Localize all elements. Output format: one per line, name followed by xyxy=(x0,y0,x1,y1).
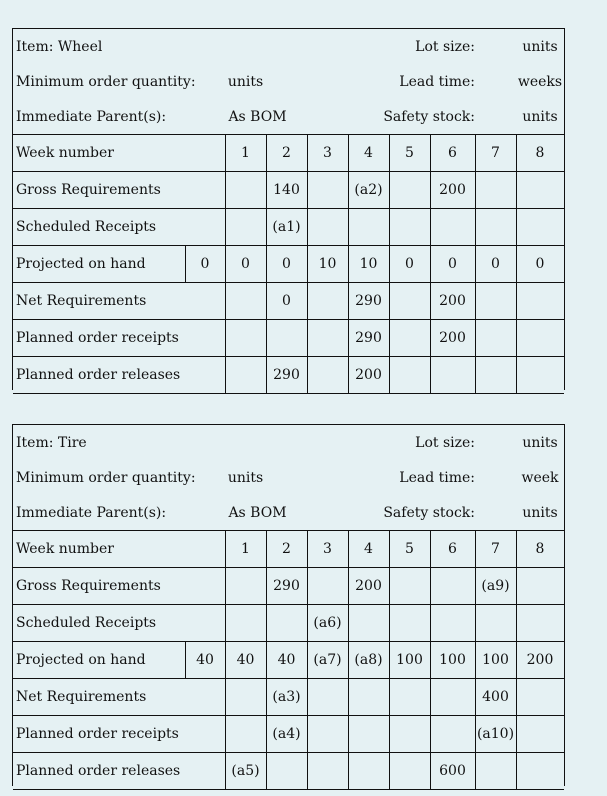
planned-order-releases-week-1: (a5) xyxy=(231,763,260,779)
week-number-week-4: 4 xyxy=(364,145,373,161)
item-label: Item: Wheel xyxy=(16,38,103,55)
min-order-qty-unit: units xyxy=(227,469,264,486)
planned-order-releases-week-7 xyxy=(475,753,516,789)
item-label: Item: Tire xyxy=(16,434,87,451)
immediate-parent-value: As BOM xyxy=(228,504,287,521)
projected-on-hand-week-7: 100 xyxy=(482,652,509,668)
week-number-week-2: 2 xyxy=(282,541,291,557)
planned-order-releases-row xyxy=(13,753,564,790)
lot-size-unit: units xyxy=(522,434,558,451)
initial-on-hand: 40 xyxy=(196,652,214,668)
projected-on-hand-week-8: 0 xyxy=(535,256,545,272)
net-requirements-week-3 xyxy=(307,283,348,319)
planned-order-receipts-week-7 xyxy=(475,320,516,356)
net-requirements-week-3 xyxy=(307,679,348,715)
projected-on-hand-week-3: (a7) xyxy=(313,652,342,668)
gross-requirements-week-4: (a2) xyxy=(354,182,383,198)
header-row xyxy=(13,460,564,495)
mrp-table-tire xyxy=(12,424,565,786)
planned-order-releases-week-4: 200 xyxy=(355,367,382,383)
lot-size-unit: units xyxy=(522,38,558,55)
scheduled-receipts-week-6 xyxy=(430,605,475,641)
lead-time-unit: week xyxy=(521,469,559,486)
scheduled-receipts-week-1 xyxy=(225,209,266,245)
planned-order-releases-row xyxy=(13,357,564,394)
planned-order-receipts-week-5 xyxy=(389,320,430,356)
week-number-label: Week number xyxy=(16,541,114,557)
planned-order-receipts-week-1 xyxy=(225,716,266,752)
week-number-week-3: 3 xyxy=(323,541,332,557)
planned-order-receipts-row xyxy=(13,320,564,357)
scheduled-receipts-week-8 xyxy=(516,605,564,641)
min-order-qty-label: Minimum order quantity: xyxy=(16,469,196,486)
planned-order-releases-week-2 xyxy=(266,753,307,789)
min-order-qty-label: Minimum order quantity: xyxy=(16,73,196,90)
net-requirements-week-7: 400 xyxy=(482,689,509,705)
planned-order-releases-week-3 xyxy=(307,357,348,393)
gross-requirements-week-3 xyxy=(307,172,348,208)
gross-requirements-week-7: (a9) xyxy=(481,578,510,594)
lead-time-unit: weeks xyxy=(517,73,563,90)
lead-time-label: Lead time: xyxy=(399,469,475,486)
gross-requirements-week-4: 200 xyxy=(355,578,382,594)
immediate-parent-label: Immediate Parent(s): xyxy=(16,108,167,125)
gross-requirements-week-2: 140 xyxy=(273,182,300,198)
week-number-label: Week number xyxy=(16,145,114,161)
scheduled-receipts-week-5 xyxy=(389,605,430,641)
week-number-week-5: 5 xyxy=(405,145,414,161)
planned-order-receipts-label: Planned order receipts xyxy=(16,330,179,346)
week-number-row xyxy=(13,134,564,172)
gross-requirements-week-7 xyxy=(475,172,516,208)
lead-time-label: Lead time: xyxy=(399,73,475,90)
planned-order-receipts-week-8 xyxy=(516,716,564,752)
header-row xyxy=(13,29,564,64)
gross-requirements-row xyxy=(13,172,564,209)
projected-on-hand-row xyxy=(13,642,564,679)
projected-on-hand-week-2: 40 xyxy=(277,652,296,668)
projected-on-hand-row xyxy=(13,246,564,283)
week-number-week-7: 7 xyxy=(491,541,500,557)
planned-order-releases-week-7 xyxy=(475,357,516,393)
planned-order-releases-label: Planned order releases xyxy=(16,367,181,383)
gross-requirements-week-1 xyxy=(225,568,266,604)
week-number-week-5: 5 xyxy=(405,541,414,557)
scheduled-receipts-week-5 xyxy=(389,209,430,245)
projected-on-hand-week-3: 10 xyxy=(318,256,337,272)
planned-order-releases-week-5 xyxy=(389,753,430,789)
planned-order-receipts-week-4 xyxy=(348,716,389,752)
planned-order-receipts-week-8 xyxy=(516,320,564,356)
safety-stock-unit: units xyxy=(522,108,558,125)
immediate-parent-label: Immediate Parent(s): xyxy=(16,504,167,521)
scheduled-receipts-week-7 xyxy=(475,605,516,641)
planned-order-receipts-label: Planned order receipts xyxy=(16,726,179,742)
projected-on-hand-label: Projected on hand xyxy=(16,256,146,272)
net-requirements-week-8 xyxy=(516,679,564,715)
scheduled-receipts-week-3 xyxy=(307,209,348,245)
header-row xyxy=(13,99,564,134)
planned-order-receipts-week-3 xyxy=(307,320,348,356)
header-row xyxy=(13,425,564,460)
projected-on-hand-week-8: 200 xyxy=(526,652,554,668)
planned-order-receipts-week-6 xyxy=(430,716,475,752)
net-requirements-week-5 xyxy=(389,283,430,319)
week-number-week-6: 6 xyxy=(448,541,457,557)
planned-order-receipts-week-2: (a4) xyxy=(272,726,301,742)
planned-order-releases-week-6: 600 xyxy=(439,763,466,779)
week-number-week-6: 6 xyxy=(448,145,457,161)
projected-on-hand-week-2: 0 xyxy=(282,256,291,272)
net-requirements-label: Net Requirements xyxy=(16,293,147,309)
planned-order-receipts-week-4: 290 xyxy=(355,330,382,346)
scheduled-receipts-week-3: (a6) xyxy=(313,615,342,631)
min-order-qty-unit: units xyxy=(227,73,264,90)
projected-on-hand-week-7: 0 xyxy=(491,256,500,272)
week-number-week-8: 8 xyxy=(535,145,545,161)
scheduled-receipts-week-2 xyxy=(266,605,307,641)
planned-order-receipts-week-1 xyxy=(225,320,266,356)
planned-order-releases-week-6 xyxy=(430,357,475,393)
week-number-week-1: 1 xyxy=(241,541,250,557)
net-requirements-row xyxy=(13,283,564,320)
gross-requirements-row xyxy=(13,568,564,605)
planned-order-receipts-week-7: (a10) xyxy=(476,726,515,742)
projected-on-hand-week-5: 0 xyxy=(405,256,414,272)
week-number-week-4: 4 xyxy=(364,541,373,557)
planned-order-releases-week-8 xyxy=(516,753,564,789)
planned-order-receipts-week-3 xyxy=(307,716,348,752)
gross-requirements-week-1 xyxy=(225,172,266,208)
gross-requirements-week-8 xyxy=(516,172,564,208)
scheduled-receipts-week-4 xyxy=(348,209,389,245)
lot-size-label: Lot size: xyxy=(415,434,475,451)
net-requirements-row xyxy=(13,679,564,716)
net-requirements-week-4: 290 xyxy=(355,293,382,309)
gross-requirements-label: Gross Requirements xyxy=(16,578,161,594)
scheduled-receipts-week-1 xyxy=(225,605,266,641)
immediate-parent-value: As BOM xyxy=(228,108,287,125)
safety-stock-label: Safety stock: xyxy=(383,108,475,125)
planned-order-receipts-week-5 xyxy=(389,716,430,752)
net-requirements-label: Net Requirements xyxy=(16,689,147,705)
planned-order-releases-week-2: 290 xyxy=(273,367,300,383)
gross-requirements-week-2: 290 xyxy=(273,578,300,594)
planned-order-releases-week-4 xyxy=(348,753,389,789)
net-requirements-week-6 xyxy=(430,679,475,715)
week-number-week-2: 2 xyxy=(282,145,291,161)
projected-on-hand-week-5: 100 xyxy=(396,652,423,668)
projected-on-hand-week-4: (a8) xyxy=(354,652,383,668)
net-requirements-week-4 xyxy=(348,679,389,715)
safety-stock-unit: units xyxy=(522,504,558,521)
mrp-table-wheel xyxy=(12,28,565,390)
planned-order-releases-label: Planned order releases xyxy=(16,763,181,779)
scheduled-receipts-week-8 xyxy=(516,209,564,245)
projected-on-hand-label: Projected on hand xyxy=(16,652,146,668)
planned-order-receipts-week-6: 200 xyxy=(439,330,466,346)
net-requirements-week-7 xyxy=(475,283,516,319)
week-number-week-8: 8 xyxy=(535,541,545,557)
gross-requirements-label: Gross Requirements xyxy=(16,182,161,198)
net-requirements-week-5 xyxy=(389,679,430,715)
planned-order-releases-week-3 xyxy=(307,753,348,789)
planned-order-receipts-week-2 xyxy=(266,320,307,356)
net-requirements-week-1 xyxy=(225,283,266,319)
gross-requirements-week-3 xyxy=(307,568,348,604)
projected-on-hand-week-1: 40 xyxy=(236,652,255,668)
net-requirements-week-2: (a3) xyxy=(272,689,301,705)
week-number-week-7: 7 xyxy=(491,145,500,161)
scheduled-receipts-week-7 xyxy=(475,209,516,245)
scheduled-receipts-row xyxy=(13,209,564,246)
projected-on-hand-week-4: 10 xyxy=(359,256,378,272)
planned-order-receipts-row xyxy=(13,716,564,753)
week-number-week-3: 3 xyxy=(323,145,332,161)
gross-requirements-week-6 xyxy=(430,568,475,604)
gross-requirements-week-8 xyxy=(516,568,564,604)
initial-on-hand: 0 xyxy=(200,256,210,272)
week-number-row xyxy=(13,530,564,568)
projected-on-hand-week-6: 100 xyxy=(439,652,466,668)
projected-on-hand-week-6: 0 xyxy=(448,256,457,272)
net-requirements-week-8 xyxy=(516,283,564,319)
header-row xyxy=(13,495,564,530)
scheduled-receipts-week-4 xyxy=(348,605,389,641)
gross-requirements-week-6: 200 xyxy=(439,182,466,198)
scheduled-receipts-row xyxy=(13,605,564,642)
planned-order-releases-week-8 xyxy=(516,357,564,393)
gross-requirements-week-5 xyxy=(389,568,430,604)
projected-on-hand-week-1: 0 xyxy=(241,256,250,272)
net-requirements-week-1 xyxy=(225,679,266,715)
planned-order-releases-week-1 xyxy=(225,357,266,393)
safety-stock-label: Safety stock: xyxy=(383,504,475,521)
net-requirements-week-2: 0 xyxy=(282,293,291,309)
gross-requirements-week-5 xyxy=(389,172,430,208)
scheduled-receipts-label: Scheduled Receipts xyxy=(16,219,157,235)
scheduled-receipts-week-6 xyxy=(430,209,475,245)
net-requirements-week-6: 200 xyxy=(439,293,466,309)
planned-order-releases-week-5 xyxy=(389,357,430,393)
lot-size-label: Lot size: xyxy=(415,38,475,55)
header-row xyxy=(13,64,564,99)
scheduled-receipts-label: Scheduled Receipts xyxy=(16,615,157,631)
week-number-week-1: 1 xyxy=(241,145,250,161)
scheduled-receipts-week-2: (a1) xyxy=(272,219,301,235)
